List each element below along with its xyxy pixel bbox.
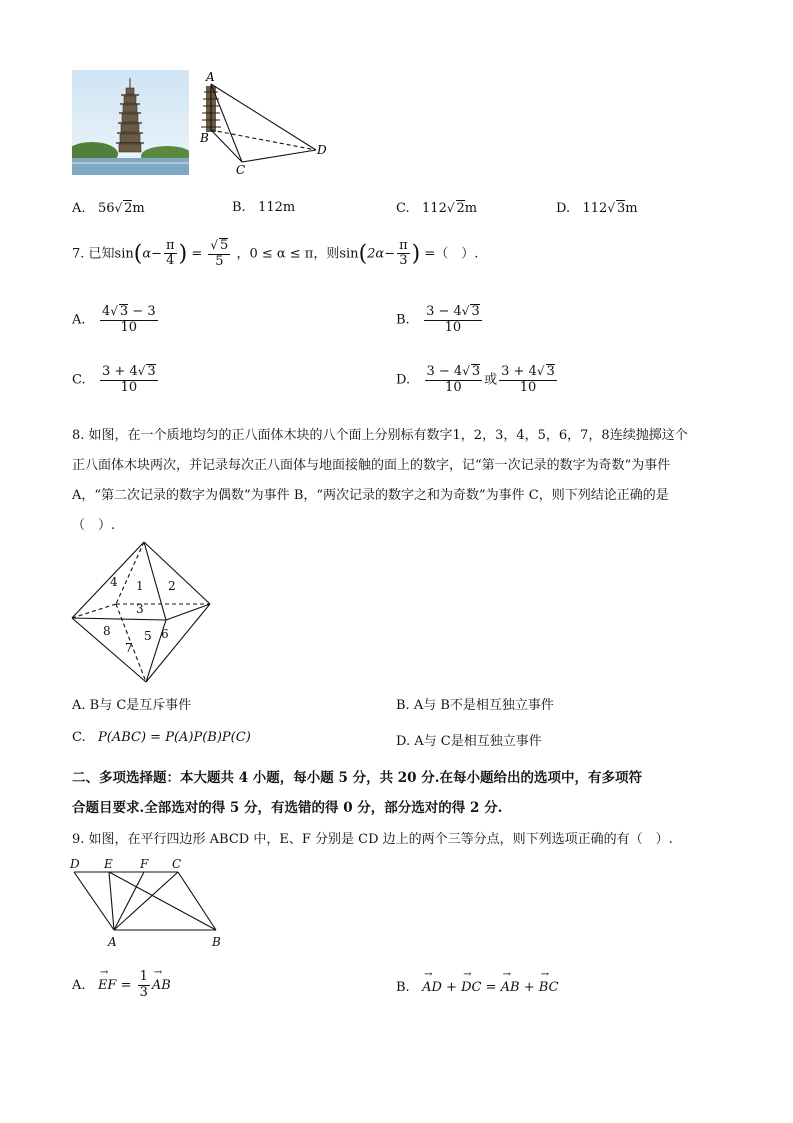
fig-label-A: A bbox=[206, 70, 215, 84]
fig-label-F: F bbox=[140, 857, 149, 871]
octahedron-drawing bbox=[70, 540, 216, 686]
q8-line-1: 8. 如图，在一个质地均匀的正八面体木块的八个面上分别标有数字1，2，3，4，5，6，7，8连续抛掷这个 bbox=[72, 428, 688, 443]
q7-option-b[interactable]: B. $\frac{3 - 4√ 3}{10}$ bbox=[396, 304, 480, 335]
face-number: 2 bbox=[168, 579, 176, 593]
q8-option-c[interactable]: C. P(ABC) = P(A)P(B)P(C) bbox=[72, 730, 251, 745]
q7-option-a[interactable]: A. $\frac{4√ 3 - 3}{10}$ bbox=[72, 304, 156, 335]
q7-stem: 7. 已知sin(α− $\frac{\pi}{4}$ ) = $\frac{√ 5}{5}$ ，0 ≤ α ≤ π，则sin(2α− $\frac{\pi}{3}$ ) =（ ）. bbox=[72, 237, 479, 269]
face-number: 8 bbox=[103, 624, 111, 638]
q6-option-c[interactable]: C. 112√ 2m bbox=[396, 201, 478, 216]
q8-option-b[interactable]: B. A与 B不是相互独立事件 bbox=[396, 698, 554, 713]
q6-option-d[interactable]: D. 112√ 3m bbox=[556, 201, 638, 216]
tetrahedron-figure bbox=[196, 70, 336, 178]
fig-label-E: E bbox=[104, 857, 113, 871]
face-number: 1 bbox=[136, 579, 144, 593]
q9-stem: 9. 如图，在平行四边形 ABCD 中，E、F 分别是 CD 边上的两个三等分点，则下列选项正确的有（ ）. bbox=[72, 832, 673, 847]
face-number: 6 bbox=[161, 627, 169, 641]
face-number: 5 bbox=[144, 629, 152, 643]
parallelogram-figure bbox=[68, 854, 232, 950]
q9-option-b[interactable]: B. → AD + → DC = → AB + → BC bbox=[396, 980, 559, 995]
pagoda-photo-drawing bbox=[72, 70, 189, 175]
q8-option-d[interactable]: D. A与 C是相互独立事件 bbox=[396, 734, 542, 749]
q8-line-2: 正八面体木块两次，并记录每次正八面体与地面接触的面上的数字，记“第一次记录的数字为奇数”为事件 bbox=[72, 458, 671, 473]
q6-option-a[interactable]: A. 56√ 2m bbox=[72, 201, 145, 216]
q9-option-a[interactable]: A. → EF = $\frac{1}{3}$ → AB bbox=[72, 970, 171, 1001]
fig-label-C: C bbox=[236, 163, 246, 177]
fig-label-B: B bbox=[200, 131, 209, 145]
q7-option-c[interactable]: C. $\frac{3 + 4√ 3}{10}$ bbox=[72, 364, 156, 395]
fig-label-B: B bbox=[212, 935, 221, 949]
section-2-heading-line-2: 合题目要求.全部选对的得 5 分，有选错的得 0 分，部分选对的得 2 分. bbox=[72, 800, 503, 816]
face-number: 7 bbox=[125, 641, 133, 655]
q6-option-b[interactable]: B. 112m bbox=[232, 200, 296, 215]
fig-label-A: A bbox=[108, 935, 117, 949]
fig-label-D: D bbox=[317, 143, 327, 157]
fig-label-C: C bbox=[172, 857, 182, 871]
octahedron-figure bbox=[70, 540, 216, 686]
q8-line-4: （ ）. bbox=[72, 518, 116, 533]
parallelogram-drawing bbox=[68, 854, 232, 950]
q7-option-d[interactable]: D. $\frac{3 - 4√ 3}{10}$ 或 $\frac{3 + 4√ 3}{10}$ bbox=[396, 364, 555, 395]
tetrahedron-drawing bbox=[196, 70, 336, 178]
fig-label-D: D bbox=[70, 857, 80, 871]
section-2-heading-line-1: 二、多项选择题：本大题共 4 小题，每小题 5 分，共 20 分.在每小题给出的选项中，有多项符 bbox=[72, 770, 642, 786]
q8-option-a[interactable]: A. B与 C是互斥事件 bbox=[72, 698, 192, 713]
q8-line-3: A，“第二次记录的数字为偶数”为事件 B，“两次记录的数字之和为奇数”为事件 C，则下列结论正确的是 bbox=[72, 488, 669, 503]
face-number: 4 bbox=[110, 575, 118, 589]
pagoda-photo bbox=[72, 70, 189, 175]
face-number: 3 bbox=[136, 602, 144, 616]
